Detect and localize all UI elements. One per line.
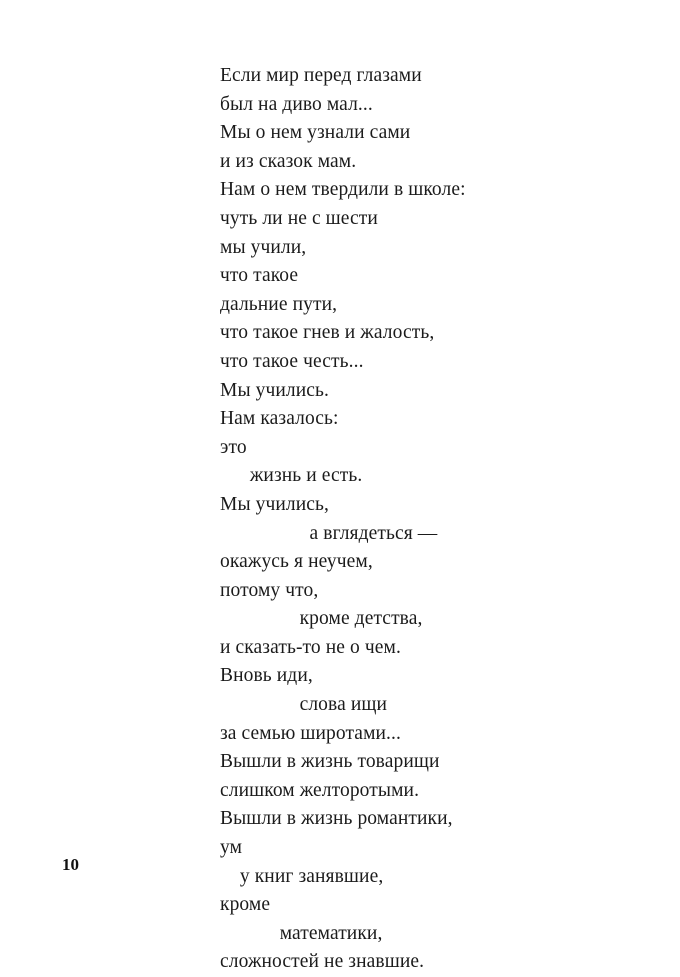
poem-line: Нам о нем твердили в школе: [220,179,466,201]
poem-line: дальние пути, [220,293,338,315]
poem-line: что такое гнев и жалость, [220,322,435,344]
poem-line: сложностей не знавшие. [220,951,425,973]
poem-line: слишком желторотыми. [220,779,420,801]
poem-line: Мы о нем узнали сами [220,122,411,144]
poem-line: был на диво мал... [220,93,373,115]
poem-line: кроме детства, [220,608,423,630]
poem-line: Мы учились. [220,379,329,401]
poem-line: кроме [220,894,271,916]
poem-line: чуть ли не с шести [220,207,378,229]
poem-line: и сказать-то не о чем. [220,636,401,658]
poem-line: это [220,436,247,458]
poem-line: у книг занявшие, [220,865,384,887]
poem-line: Вышли в жизнь романтики, [220,808,453,830]
poem-line: что такое честь... [220,350,364,372]
poem-line: ум [220,837,243,859]
poem-line: и из сказок мам. [220,150,357,172]
poem-line: за семью широтами... [220,722,401,744]
page-number: 10 [62,855,79,874]
poem-line: Если мир перед глазами [220,65,422,86]
poem-line: Нам казалось: [220,408,339,430]
poem-line: что такое [220,265,299,287]
poem-line: Вновь иди, [220,665,313,687]
poem-line: математики, [220,922,383,944]
poem-line: жизнь и есть. [220,465,363,487]
poem-line: мы учили, [220,236,307,258]
poem-line: Мы учились, [220,493,329,515]
poem-line: слова ищи [220,694,388,716]
poem-body [220,62,640,977]
poem-line: окажусь я неучем, [220,551,373,573]
poem-line: потому что, [220,579,319,601]
poem-line: Вышли в жизнь товарищи [220,751,440,773]
poem-line: а вглядеться — [220,522,438,544]
